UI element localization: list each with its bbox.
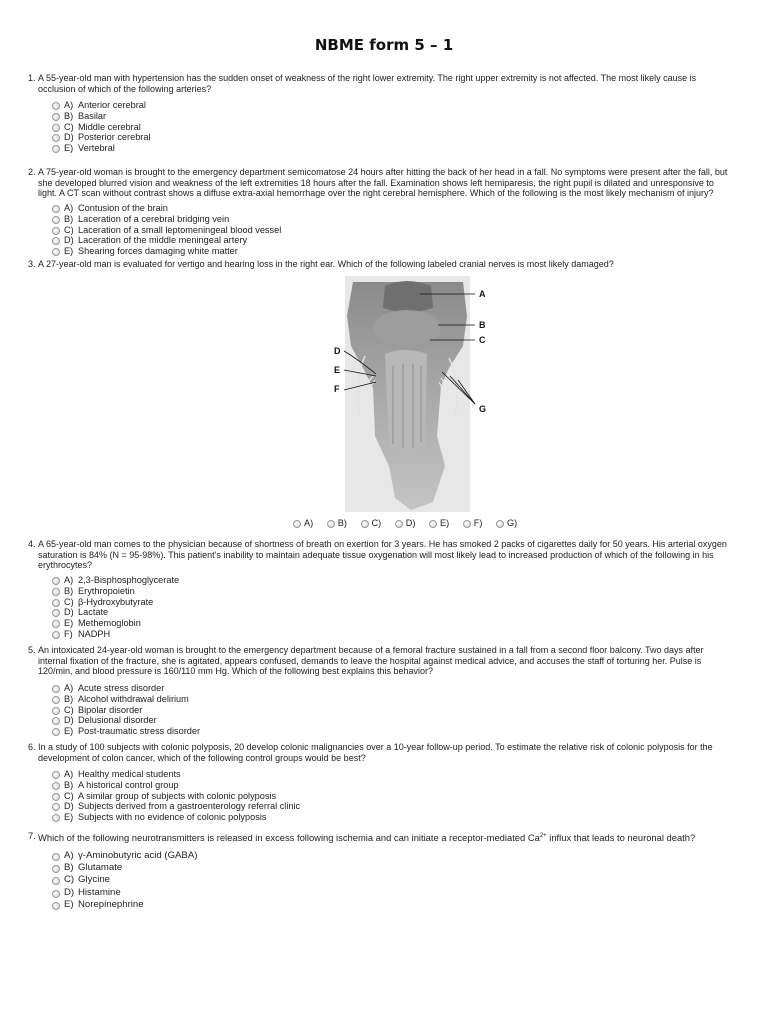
option-text: Acute stress disorder bbox=[78, 683, 165, 693]
option-letter: C) bbox=[64, 790, 74, 801]
radio-button[interactable] bbox=[52, 853, 60, 861]
option-row[interactable] bbox=[52, 100, 151, 111]
option-text: Posterior cerebral bbox=[78, 132, 151, 143]
radio-button[interactable] bbox=[52, 717, 60, 725]
option-row[interactable] bbox=[52, 607, 179, 618]
radio-button[interactable] bbox=[52, 216, 60, 224]
radio-button[interactable] bbox=[52, 102, 60, 110]
question-number: 3. bbox=[28, 259, 36, 269]
option-a[interactable] bbox=[293, 518, 313, 529]
figure-label-overlay bbox=[330, 278, 500, 418]
option-text: Lactate bbox=[78, 607, 109, 618]
option-row[interactable] bbox=[52, 132, 151, 143]
radio-button[interactable] bbox=[395, 520, 403, 528]
figure-label-c: C bbox=[479, 335, 486, 345]
option-text: β-Hydroxybutyrate bbox=[78, 596, 154, 607]
option-text: Laceration of the middle meningeal artery bbox=[78, 235, 248, 246]
question-text: In a study of 100 subjects with colonic polyposis, 20 develop colonic malignancies over a 10-year follow-up period. To estimate the relative risk of colonic polyposis for the development of colon cancer, which of the following control groups would be best? bbox=[38, 742, 713, 763]
option-letter: F) bbox=[64, 628, 73, 639]
option-e[interactable] bbox=[429, 518, 449, 529]
option-letter: A) bbox=[304, 518, 314, 528]
option-text: Glycine bbox=[78, 874, 110, 886]
figure-label-d: D bbox=[334, 346, 341, 356]
option-letter: D) bbox=[64, 715, 74, 726]
question-2-options bbox=[52, 203, 281, 257]
option-text: Healthy medical students bbox=[78, 769, 181, 779]
radio-button[interactable] bbox=[361, 520, 369, 528]
radio-button[interactable] bbox=[52, 707, 60, 715]
question-6-stem bbox=[28, 742, 728, 763]
radio-button[interactable] bbox=[52, 685, 60, 693]
radio-button[interactable] bbox=[293, 520, 301, 528]
option-letter: C) bbox=[64, 224, 74, 235]
option-f[interactable] bbox=[463, 518, 483, 529]
option-letter: F) bbox=[473, 518, 483, 528]
radio-button[interactable] bbox=[52, 728, 60, 736]
question-number: 2. bbox=[28, 167, 36, 177]
option-row[interactable] bbox=[52, 801, 300, 812]
figure-label-e: E bbox=[334, 365, 341, 375]
radio-button[interactable] bbox=[52, 134, 60, 142]
option-row[interactable] bbox=[52, 618, 179, 629]
option-row[interactable] bbox=[52, 143, 151, 154]
option-letter: B) bbox=[64, 110, 74, 121]
question-7-options bbox=[52, 850, 197, 911]
option-row[interactable] bbox=[52, 780, 300, 791]
option-row[interactable] bbox=[52, 887, 197, 899]
option-letter: E) bbox=[64, 246, 74, 257]
option-text: Norepinephrine bbox=[78, 898, 144, 910]
question-number: 6. bbox=[28, 742, 36, 752]
question-text: A 75-year-old woman is brought to the emergency department semicomatose 24 hours after hitting the back of her head in a fall. No symptoms were present after the fall, but she developed blurred vision and weakness of the left extremities 18 hours after the fall. Examination shows left hemiparesis, the right pupil is dilated and unresponsive to light. A CT scan without contrast shows a diffuse extra-axial hemorrhage over the right cerebral hemisphere. Which of the following is the most likely mechanism of injury? bbox=[38, 167, 728, 199]
option-letter: A) bbox=[64, 850, 74, 861]
radio-button[interactable] bbox=[52, 803, 60, 811]
option-letter: D) bbox=[64, 801, 74, 812]
option-letter: E) bbox=[64, 898, 74, 910]
option-letter: G) bbox=[507, 518, 518, 528]
option-letter: B) bbox=[64, 779, 74, 790]
option-row[interactable] bbox=[52, 629, 179, 640]
option-text: Delusional disorder bbox=[78, 715, 157, 726]
option-text: Alcohol withdrawal delirium bbox=[78, 693, 189, 704]
option-text: A similar group of subjects with colonic polyposis bbox=[78, 790, 277, 801]
option-row[interactable] bbox=[52, 214, 281, 225]
option-text: Subjects with no evidence of colonic polyposis bbox=[78, 812, 267, 823]
radio-button[interactable] bbox=[52, 877, 60, 885]
option-text: Laceration of a small leptomeningeal blood vessel bbox=[78, 224, 282, 235]
option-letter: D) bbox=[405, 518, 416, 528]
option-row[interactable] bbox=[52, 575, 179, 586]
option-letter: B) bbox=[64, 213, 74, 224]
question-7-stem bbox=[28, 830, 728, 844]
option-text: γ-Aminobutyric acid (GABA) bbox=[78, 850, 198, 861]
radio-button[interactable] bbox=[52, 577, 60, 585]
radio-button[interactable] bbox=[52, 237, 60, 245]
option-row[interactable] bbox=[52, 874, 197, 886]
radio-button[interactable] bbox=[52, 205, 60, 213]
option-letter: D) bbox=[64, 132, 74, 143]
radio-button[interactable] bbox=[52, 227, 60, 235]
option-row[interactable] bbox=[52, 726, 200, 737]
option-g[interactable] bbox=[496, 518, 517, 529]
option-text: Basilar bbox=[78, 110, 107, 121]
question-2-stem bbox=[28, 167, 728, 199]
question-4-options bbox=[52, 575, 179, 640]
option-text: Bipolar disorder bbox=[78, 704, 143, 715]
option-letter: E) bbox=[64, 726, 74, 737]
option-row[interactable] bbox=[52, 683, 200, 694]
option-letter: E) bbox=[440, 518, 450, 528]
figure-label-a: A bbox=[479, 289, 486, 299]
question-text: A 27-year-old man is evaluated for vertigo and hearing loss in the right ear. Which of the following labeled cranial nerves is most likely damaged? bbox=[38, 259, 614, 269]
radio-button[interactable] bbox=[52, 890, 60, 898]
question-5-options bbox=[52, 683, 200, 737]
question-1-stem bbox=[28, 73, 728, 94]
radio-button[interactable] bbox=[52, 696, 60, 704]
option-text: Glutamate bbox=[78, 862, 123, 874]
option-text: A historical control group bbox=[78, 779, 179, 790]
option-text: Subjects derived from a gastroenterology referral clinic bbox=[78, 801, 301, 812]
radio-button[interactable] bbox=[52, 113, 60, 121]
question-number: 1. bbox=[28, 73, 36, 83]
option-row[interactable] bbox=[52, 111, 151, 122]
option-row[interactable] bbox=[52, 122, 151, 133]
option-row[interactable] bbox=[52, 899, 197, 911]
figure-label-b: B bbox=[479, 320, 486, 330]
option-text: Methemoglobin bbox=[78, 618, 141, 629]
option-letter: C) bbox=[64, 874, 75, 886]
figure-label-g: G bbox=[479, 404, 487, 414]
option-row[interactable] bbox=[52, 694, 200, 705]
option-letter: C) bbox=[64, 121, 74, 132]
superscript-charge: 2+ bbox=[539, 833, 547, 839]
option-letter: B) bbox=[337, 518, 347, 528]
option-text: Shearing forces damaging white matter bbox=[78, 246, 238, 257]
question-text: A 55-year-old man with hypertension has the sudden onset of weakness of the right lower extremity. The right upper extremity is not affected. The most likely cause is occlusion of which of the following arteries? bbox=[38, 73, 697, 94]
radio-button[interactable] bbox=[327, 520, 335, 528]
option-text: Erythropoietin bbox=[78, 585, 135, 596]
option-letter: A) bbox=[64, 683, 74, 693]
option-letter: B) bbox=[64, 585, 74, 596]
question-6-options bbox=[52, 769, 300, 823]
option-letter: A) bbox=[64, 575, 74, 585]
radio-button[interactable] bbox=[52, 814, 60, 822]
option-row[interactable] bbox=[52, 769, 300, 780]
radio-button[interactable] bbox=[496, 520, 504, 528]
option-row[interactable] bbox=[52, 586, 179, 597]
option-letter: E) bbox=[64, 143, 74, 154]
option-letter: E) bbox=[64, 812, 74, 823]
option-letter: D) bbox=[64, 886, 75, 898]
question-number: 7. bbox=[28, 830, 36, 841]
option-text: Middle cerebral bbox=[78, 121, 141, 132]
option-text: Laceration of a cerebral bridging vein bbox=[78, 213, 230, 224]
option-row[interactable] bbox=[52, 597, 179, 608]
radio-button[interactable] bbox=[52, 124, 60, 132]
option-letter: A) bbox=[64, 100, 74, 110]
option-row[interactable] bbox=[52, 850, 197, 862]
option-letter: D) bbox=[64, 235, 74, 246]
radio-button[interactable] bbox=[52, 620, 60, 628]
option-row[interactable] bbox=[52, 225, 281, 236]
question-3-options bbox=[293, 518, 528, 529]
radio-button[interactable] bbox=[52, 588, 60, 596]
option-row[interactable] bbox=[52, 715, 200, 726]
option-row[interactable] bbox=[52, 203, 281, 214]
figure-label-f: F bbox=[334, 384, 340, 394]
radio-button[interactable] bbox=[52, 145, 60, 153]
option-letter: C) bbox=[371, 518, 382, 528]
question-5-stem bbox=[28, 645, 728, 677]
option-letter: A) bbox=[64, 769, 74, 779]
radio-button[interactable] bbox=[52, 599, 60, 607]
option-b[interactable] bbox=[327, 518, 347, 529]
radio-button[interactable] bbox=[52, 865, 60, 873]
radio-button[interactable] bbox=[52, 631, 60, 639]
question-text-end: influx that leads to neuronal death? bbox=[546, 832, 696, 844]
question-1-options bbox=[52, 100, 151, 154]
option-row[interactable] bbox=[52, 862, 197, 874]
radio-button[interactable] bbox=[463, 520, 471, 528]
question-text: Which of the following neurotransmitters is released in excess following ischemia and can initiate a receptor-mediated Ca bbox=[38, 832, 540, 844]
option-text: Vertebral bbox=[78, 143, 115, 154]
option-row[interactable] bbox=[52, 246, 281, 257]
option-letter: D) bbox=[64, 607, 74, 618]
option-d[interactable] bbox=[395, 518, 416, 529]
option-text: Histamine bbox=[78, 886, 121, 898]
radio-button[interactable] bbox=[52, 782, 60, 790]
option-letter: C) bbox=[64, 596, 74, 607]
option-row[interactable] bbox=[52, 235, 281, 246]
radio-button[interactable] bbox=[52, 771, 60, 779]
option-row[interactable] bbox=[52, 812, 300, 823]
radio-button[interactable] bbox=[52, 248, 60, 256]
radio-button[interactable] bbox=[52, 793, 60, 801]
option-text: Post-traumatic stress disorder bbox=[78, 726, 201, 737]
page-title: NBME form 5 – 1 bbox=[314, 36, 454, 54]
question-text: An intoxicated 24-year-old woman is brought to the emergency department because of a femoral fracture sustained in a fall from a second floor balcony. Two days after internal fixation of the fracture, she is agitated, appears confused, demands to leave the hospital against medical advice, and accuses the staff of torturing her. Pulse is 120/min, and blood pressure is 160/110 mm Hg. Which of the following best explains this behavior? bbox=[38, 645, 704, 677]
option-row[interactable] bbox=[52, 705, 200, 716]
option-letter: B) bbox=[64, 693, 74, 704]
option-letter: E) bbox=[64, 618, 74, 629]
radio-button[interactable] bbox=[52, 609, 60, 617]
option-c[interactable] bbox=[361, 518, 382, 529]
question-number: 4. bbox=[28, 539, 36, 549]
option-letter: B) bbox=[64, 862, 74, 874]
question-3-stem bbox=[28, 259, 728, 270]
question-4-stem bbox=[28, 539, 728, 571]
radio-button[interactable] bbox=[52, 902, 60, 910]
option-text: Contusion of the brain bbox=[78, 203, 168, 213]
option-text: NADPH bbox=[78, 628, 111, 639]
question-text: A 65-year-old man comes to the physician because of shortness of breath on exertion for 3 years. He has smoked 2 packs of cigarettes daily for 50 years. His arterial oxygen saturation is 84% (N = 95-98%). This patient's inability to maintain adequate tissue oxygenation will most likely lead to increased production of which of the following in his erythrocytes? bbox=[38, 539, 727, 571]
option-text: 2,3-Bisphosphoglycerate bbox=[78, 575, 180, 585]
radio-button[interactable] bbox=[429, 520, 437, 528]
option-text: Anterior cerebral bbox=[78, 100, 146, 110]
option-row[interactable] bbox=[52, 791, 300, 802]
option-letter: A) bbox=[64, 203, 74, 213]
option-letter: C) bbox=[64, 704, 74, 715]
question-number: 5. bbox=[28, 645, 36, 655]
